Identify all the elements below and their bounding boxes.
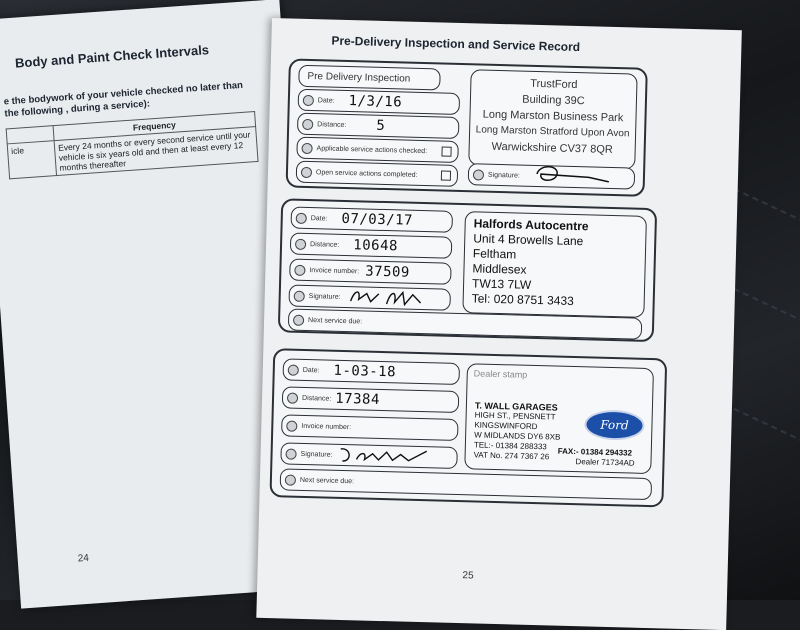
s2-dealer-stamp	[464, 363, 654, 474]
left-page-note: e the bodywork of your vehicle checked no later than the following , during a service):	[3, 79, 244, 120]
radio-dot-icon	[295, 238, 306, 249]
pdi-heading-text: Pre Delivery Inspection	[307, 70, 411, 85]
radio-dot-icon	[294, 264, 305, 275]
left-page-title: Body and Paint Check Intervals	[14, 42, 210, 71]
radio-dot-icon	[287, 392, 298, 403]
right-page	[256, 18, 742, 630]
s1-distance-field	[290, 233, 453, 259]
pdi-signature-field	[468, 163, 636, 189]
s2-invoice-field	[281, 414, 459, 441]
dealer-line: Building 39C	[522, 93, 585, 108]
right-page-number: 25	[462, 570, 474, 582]
dealer-line: KINGSWINFORD	[474, 420, 538, 432]
s1-distance-value: 10648	[353, 237, 399, 255]
pdi-open-field	[296, 161, 459, 187]
s1-dealer-stamp	[462, 211, 647, 318]
radio-dot-icon	[301, 166, 312, 177]
right-page-title: Pre-Delivery Inspection and Service Record	[331, 33, 581, 55]
s1-date-label: Date:	[310, 214, 328, 223]
pdi-distance-label: Distance:	[317, 120, 347, 129]
dealer-line: TW13 7LW	[471, 276, 532, 292]
pdi-heading	[298, 65, 441, 91]
pdi-distance-value: 5	[376, 117, 386, 135]
s2-date-label: Date:	[302, 366, 320, 374]
service-record-1	[278, 198, 657, 342]
table-cell: icle	[7, 141, 56, 179]
s2-next-label: Next service due:	[299, 476, 355, 485]
s2-distance-field	[282, 386, 460, 413]
dealer-line: W MIDLANDS DY6 8XB	[474, 430, 561, 442]
pdi-dealer-stamp	[468, 69, 637, 169]
dealer-line: Unit 4 Browells Lane	[473, 231, 584, 249]
dealer-name: Halfords Autocentre	[473, 216, 589, 234]
dealer-line: Middlesex	[472, 261, 527, 277]
s1-invoice-value: 37509	[364, 263, 411, 281]
pdi-date-label: Date:	[317, 96, 335, 105]
handwritten-signature	[336, 445, 436, 468]
dealer-number: Dealer 71734AD	[575, 457, 635, 468]
pdi-signature-label: Signature:	[487, 171, 520, 180]
radio-dot-icon	[301, 142, 312, 153]
radio-dot-icon	[294, 290, 305, 301]
s2-next-service-field	[280, 468, 652, 500]
dealer-stamp-label: Dealer stamp	[473, 368, 528, 380]
radio-dot-icon	[296, 212, 307, 223]
s1-date-value: 07/03/17	[341, 210, 414, 229]
dealer-line: HIGH ST., PENSNETT	[474, 410, 556, 422]
ford-logo	[584, 409, 645, 441]
dealer-line: TrustFord	[530, 77, 578, 92]
radio-dot-icon	[288, 364, 299, 375]
dealer-line: VAT No. 274 7367 26	[473, 450, 550, 462]
dealer-line: Feltham	[472, 246, 517, 262]
dealer-line: TEL:- 01384 288333	[473, 440, 547, 452]
service-record-2	[269, 348, 667, 507]
dealer-fax: FAX:- 01384 294332	[557, 446, 633, 458]
s1-next-label: Next service due:	[308, 316, 363, 325]
interval-table	[6, 111, 259, 179]
s1-date-field	[290, 207, 453, 233]
pdi-applicable-field	[296, 137, 459, 163]
pdi-date-field	[298, 89, 461, 115]
dealer-line: Long Marston Business Park	[482, 108, 624, 125]
table-header-cell: Frequency	[53, 112, 256, 141]
pdi-distance-field	[297, 113, 460, 139]
dealer-line: Warwickshire CV37 8QR	[491, 140, 613, 156]
pdi-box	[286, 58, 648, 196]
ford-logo-text: Ford	[600, 417, 629, 433]
s1-distance-label: Distance:	[310, 240, 340, 249]
s2-invoice-label: Invoice number:	[301, 422, 352, 431]
s2-date-field	[283, 358, 461, 385]
checkbox[interactable]	[441, 146, 451, 156]
left-page-number: 24	[77, 552, 90, 565]
pdi-date-value: 1/3/16	[348, 93, 403, 111]
checkbox[interactable]	[441, 170, 451, 180]
dealer-name: T. WALL GARAGES	[474, 400, 558, 413]
s2-date-value: 1-03-18	[333, 362, 397, 381]
s2-distance-value: 17384	[335, 390, 381, 408]
table-cell: Every 24 months or every second service until your vehicle is six years old and then at least every 12 months thereafter	[54, 127, 258, 176]
handwritten-signature	[529, 162, 620, 186]
radio-dot-icon	[293, 314, 304, 325]
dealer-line: Long Marston Stratford Upon Avon	[475, 124, 630, 140]
radio-dot-icon	[285, 448, 296, 459]
radio-dot-icon	[303, 94, 314, 105]
s1-invoice-field	[289, 259, 452, 285]
radio-dot-icon	[473, 169, 484, 180]
radio-dot-icon	[285, 474, 296, 485]
pdi-open-label: Open service actions completed:	[315, 168, 418, 179]
s2-signature-label: Signature:	[300, 450, 333, 459]
radio-dot-icon	[286, 420, 297, 431]
s2-signature-field	[280, 442, 458, 469]
pdi-applicable-label: Applicable service actions checked:	[316, 144, 428, 155]
s1-signature-label: Signature:	[308, 292, 341, 301]
dealer-phone: Tel: 020 8751 3433	[471, 291, 574, 308]
s1-signature-field	[288, 285, 451, 311]
s2-distance-label: Distance:	[301, 394, 332, 403]
s1-invoice-label: Invoice number:	[309, 266, 360, 275]
handwritten-signature	[346, 287, 426, 309]
radio-dot-icon	[302, 118, 313, 129]
